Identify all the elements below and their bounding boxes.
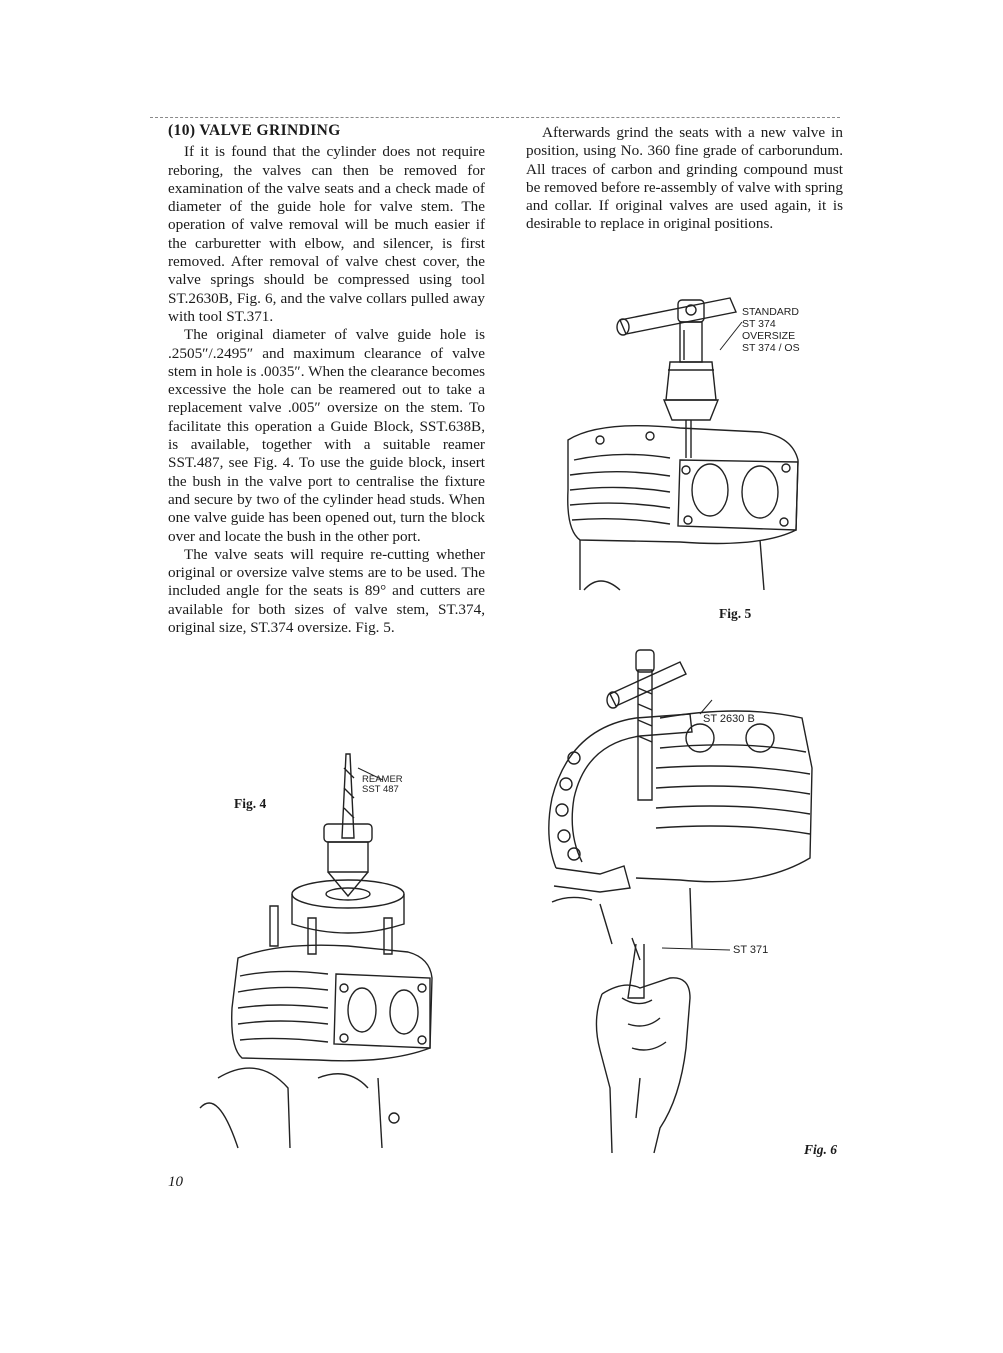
- fig4-caption: Fig. 4: [234, 796, 267, 811]
- top-dashed-rule: [150, 117, 840, 118]
- paragraph-grinding: Afterwards grind the seats with a new valve in position, using No. 360 fine grade of carborundum. All traces of carbon and grinding compound must be removed before re-assembly of valve with spring and collar. If original valves are used again, it is desirable to replace in original positions.: [526, 124, 843, 233]
- page-number: 10: [168, 1174, 183, 1190]
- fig6-frame-label: ST 2630 B: [703, 713, 755, 725]
- section-heading: (10) VALVE GRINDING: [168, 122, 341, 139]
- fig5-caption: Fig. 5: [719, 606, 752, 621]
- fig6-illustration: [540, 648, 840, 1158]
- paragraph-valve-seats: The valve seats will require re-cutting whether original or oversize valve stems are to be used. The included angle for the seats is 89° and cutters are available for both sizes of valve stem, ST.374, original size, ST.374 oversize. Fig. 5.: [168, 545, 485, 637]
- fig6-caption: Fig. 6: [804, 1142, 838, 1157]
- left-text-column: [168, 122, 485, 637]
- fig5-tool-label: STANDARD ST 374 OVERSIZE ST 374 / OS: [742, 306, 800, 354]
- fig4-tool-label: REAMER SST 487: [362, 774, 403, 795]
- paragraph-guide-hole: The original diameter of valve guide hole is .2505″/.2495″ and maximum clearance of valve stem in hole is .0035″. When the clearance becomes excessive the hole can be reamered out to take a replacement valve .005″ oversize on the stem. To facilitate this operation a Guide Block, SST.638B, is available, together with a suitable reamer SST.487, see Fig. 4. To use the guide block, insert the bush in the valve port to centralise the fixture and secure by two of the cylinder head studs. When one valve guide has been opened out, turn the block over and locate the bush in the other port.: [168, 326, 485, 545]
- right-text-column: [526, 124, 843, 234]
- paragraph-valve-removal: If it is found that the cylinder does not require reboring, the valves can then be removed for examination of the valve seats and a check made of diameter of the guide hole for valve stem. The operation of valve removal will be much easier if the carburetter with elbow, and silencer, is first removed. After removal of valve chest cover, the valve springs should be compressed using tool ST.2630B, Fig. 6, and the valve collars pulled away with tool ST.371.: [168, 143, 485, 325]
- fig6-collar-tool-label: ST 371: [733, 944, 769, 956]
